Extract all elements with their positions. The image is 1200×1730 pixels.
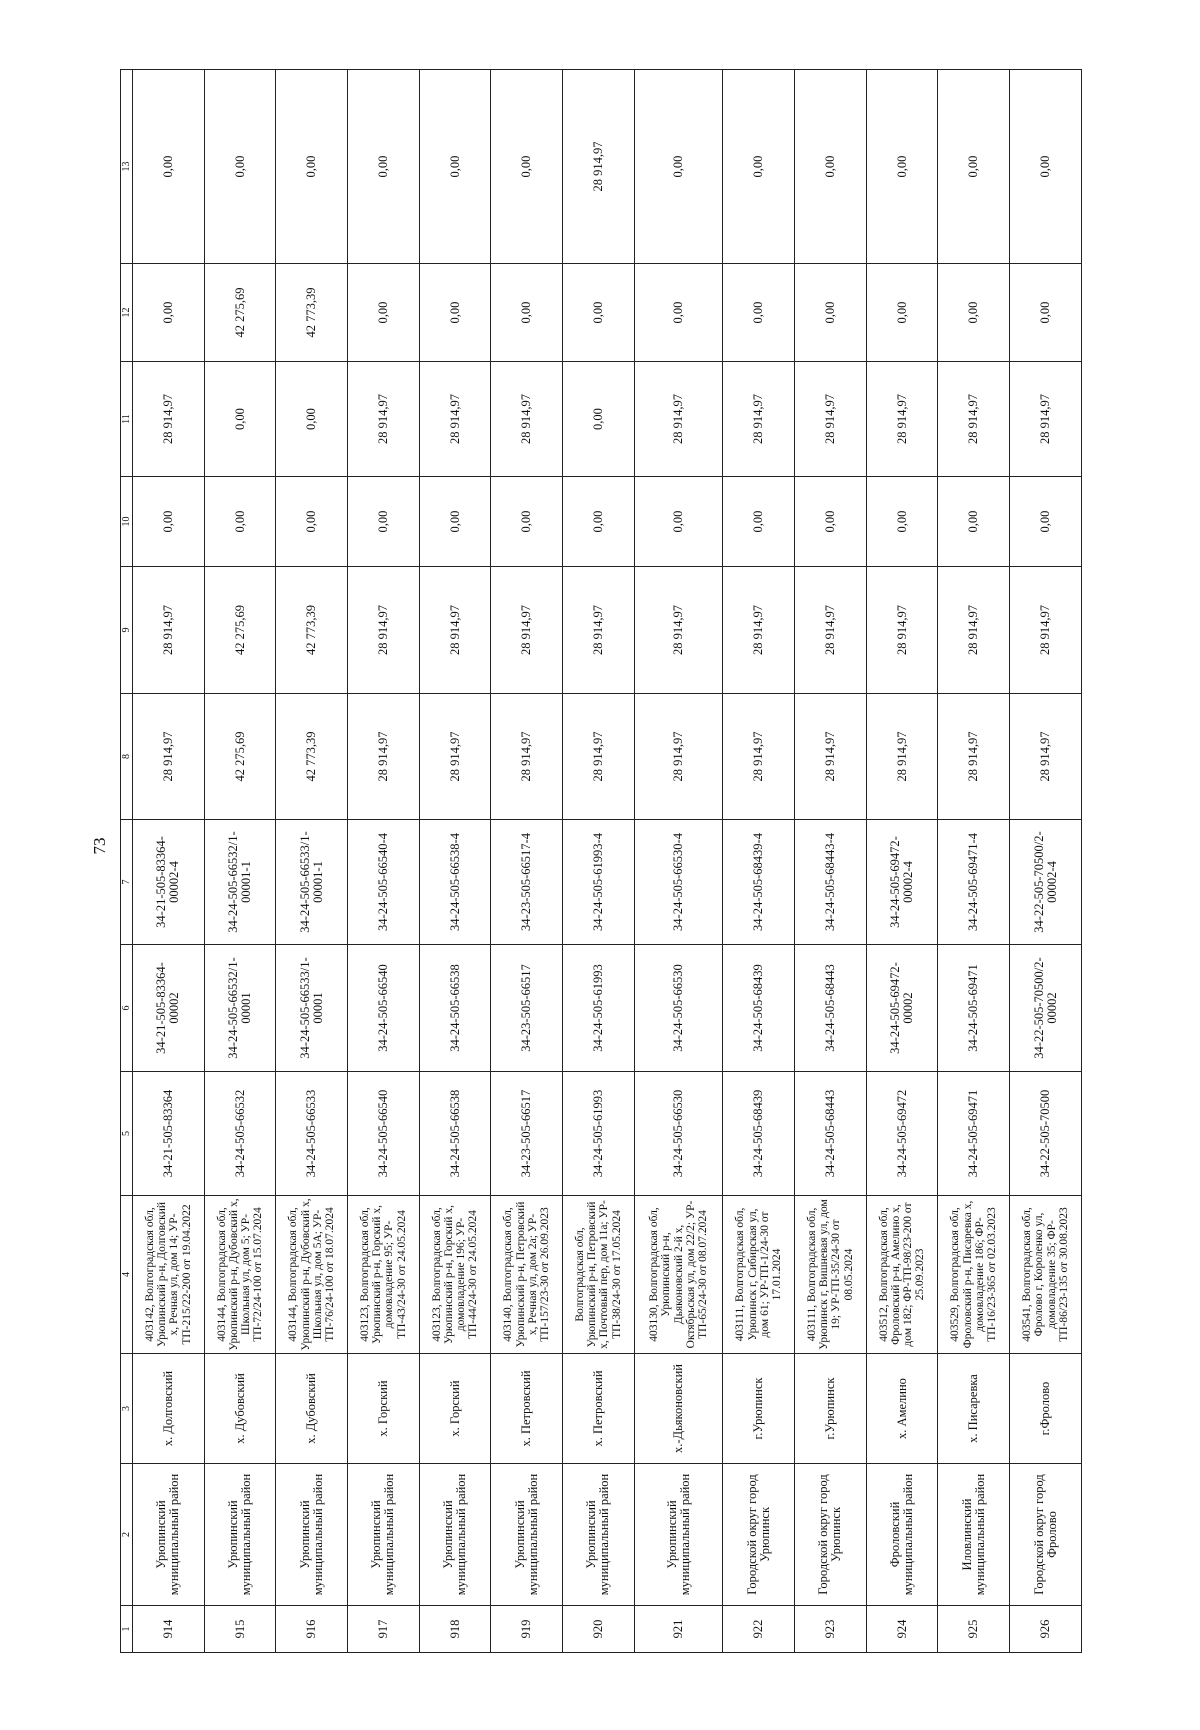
amount-cell: 28 914,97 xyxy=(419,362,491,477)
district-cell: Урюпинский муниципальный район xyxy=(276,1464,348,1606)
code-cell: 34-24-505-68439 xyxy=(723,1072,795,1196)
amount-cell: 0,00 xyxy=(1010,477,1082,567)
column-number-header: 4 xyxy=(121,1196,133,1354)
code-cell: 34-24-505-69472 xyxy=(866,1072,938,1196)
amount-cell: 28 914,97 xyxy=(634,694,723,820)
amount-cell: 28 914,97 xyxy=(563,567,635,694)
amount-cell: 28 914,97 xyxy=(634,567,723,694)
object-code-cell: 34-24-505-66530 xyxy=(634,945,723,1072)
object-code-cell: 34-24-505-66538 xyxy=(419,945,491,1072)
object-code-cell: 34-22-505-70500/2-00002 xyxy=(1010,945,1082,1072)
object-subcode-cell: 34-24-505-69472-00002-4 xyxy=(866,820,938,945)
amount-cell: 28 914,97 xyxy=(723,362,795,477)
settlement-cell: х. Дубовский xyxy=(204,1354,276,1464)
amount-cell: 0,00 xyxy=(204,362,276,477)
object-subcode-cell: 34-24-505-66540-4 xyxy=(348,820,420,945)
object-code-cell: 34-21-505-83364-00002 xyxy=(133,945,205,1072)
address-cell: 403111, Волгоградская обл, Урюпинск г, Сибирская ул, дом 61; УР-ТП-1/24-30 от 17.01.2024 xyxy=(723,1196,795,1354)
object-code-cell: 34-24-505-66532/1-00001 xyxy=(204,945,276,1072)
column-number-header: 13 xyxy=(121,70,133,264)
amount-cell: 28 914,97 xyxy=(866,694,938,820)
amount-cell: 0,00 xyxy=(204,70,276,264)
data-table xyxy=(120,69,1082,1653)
amount-cell: 28 914,97 xyxy=(348,362,420,477)
object-code-cell: 34-24-505-68439 xyxy=(723,945,795,1072)
amount-cell: 0,00 xyxy=(723,477,795,567)
table-row xyxy=(133,70,205,1653)
amount-cell: 0,00 xyxy=(634,70,723,264)
row-number: 917 xyxy=(348,1606,420,1653)
amount-cell: 0,00 xyxy=(348,70,420,264)
object-subcode-cell: 34-24-505-61993-4 xyxy=(563,820,635,945)
row-number: 915 xyxy=(204,1606,276,1653)
table-row xyxy=(723,70,795,1653)
amount-cell: 28 914,97 xyxy=(795,694,867,820)
row-number: 921 xyxy=(634,1606,723,1653)
object-subcode-cell: 34-21-505-83364-00002-4 xyxy=(133,820,205,945)
settlement-cell: х. Петровский xyxy=(491,1354,563,1464)
address-cell: 403529, Волгоградская обл, Фроловский р-н, Писаревка х, домовладение 186; ФР-ТП-16/23-365 от 02.03.2023 xyxy=(938,1196,1010,1354)
district-cell: Урюпинский муниципальный район xyxy=(419,1464,491,1606)
column-number-header: 8 xyxy=(121,694,133,820)
amount-cell: 0,00 xyxy=(133,264,205,362)
amount-cell: 0,00 xyxy=(795,264,867,362)
district-cell: Городской округ город Урюпинск xyxy=(723,1464,795,1606)
amount-cell: 28 914,97 xyxy=(419,567,491,694)
object-code-cell: 34-24-505-66533/1-00001 xyxy=(276,945,348,1072)
settlement-cell: х. Амелино xyxy=(866,1354,938,1464)
amount-cell: 0,00 xyxy=(491,477,563,567)
column-number-header: 6 xyxy=(121,945,133,1072)
amount-cell: 28 914,97 xyxy=(938,567,1010,694)
address-cell: 403144, Волгоградская обл, Урюпинский р-н, Дубовский х, Школьная ул, дом 5; УР-ТП-72/24-100 от 15.07.2024 xyxy=(204,1196,276,1354)
column-number-header: 11 xyxy=(121,362,133,477)
amount-cell: 0,00 xyxy=(491,264,563,362)
amount-cell: 28 914,97 xyxy=(723,694,795,820)
row-number: 926 xyxy=(1010,1606,1082,1653)
address-cell: 403144, Волгоградская обл, Урюпинский р-н, Дубовский х, Школьная ул, дом 5А; УР-ТП-76/24-100 от 18.07.2024 xyxy=(276,1196,348,1354)
amount-cell: 28 914,97 xyxy=(563,694,635,820)
object-subcode-cell: 34-24-505-69471-4 xyxy=(938,820,1010,945)
code-cell: 34-24-505-61993 xyxy=(563,1072,635,1196)
amount-cell: 0,00 xyxy=(276,477,348,567)
amount-cell: 28 914,97 xyxy=(866,362,938,477)
amount-cell: 28 914,97 xyxy=(1010,567,1082,694)
district-cell: Урюпинский муниципальный район xyxy=(204,1464,276,1606)
district-cell: Городской округ город Фролово xyxy=(1010,1464,1082,1606)
amount-cell: 0,00 xyxy=(348,477,420,567)
object-subcode-cell: 34-22-505-70500/2-00002-4 xyxy=(1010,820,1082,945)
amount-cell: 0,00 xyxy=(419,264,491,362)
district-cell: Иловлинский муниципальный район xyxy=(938,1464,1010,1606)
settlement-cell: х. Писаревка xyxy=(938,1354,1010,1464)
amount-cell: 0,00 xyxy=(723,264,795,362)
row-number: 920 xyxy=(563,1606,635,1653)
amount-cell: 28 914,97 xyxy=(866,567,938,694)
district-cell: Фроловский муниципальный район xyxy=(866,1464,938,1606)
amount-cell: 0,00 xyxy=(276,70,348,264)
address-cell: 403123, Волгоградская обл, Урюпинский р-н, Горский х, домовладение 95; УР-ТП-43/24-30 от 24.05.2024 xyxy=(348,1196,420,1354)
row-number: 922 xyxy=(723,1606,795,1653)
address-cell: 403123, Волгоградская обл, Урюпинский р-н, Горский х, домовладение 196; УР-ТП-44/24-30 от 24.05.2024 xyxy=(419,1196,491,1354)
table-row xyxy=(276,70,348,1653)
amount-cell: 28 914,97 xyxy=(348,694,420,820)
settlement-cell: х. Дубовский xyxy=(276,1354,348,1464)
amount-cell: 42 773,39 xyxy=(276,694,348,820)
row-number: 916 xyxy=(276,1606,348,1653)
district-cell: Урюпинский муниципальный район xyxy=(634,1464,723,1606)
amount-cell: 28 914,97 xyxy=(491,567,563,694)
code-cell: 34-24-505-66538 xyxy=(419,1072,491,1196)
amount-cell: 0,00 xyxy=(866,477,938,567)
row-number: 923 xyxy=(795,1606,867,1653)
table-row xyxy=(348,70,420,1653)
object-subcode-cell: 34-24-505-68439-4 xyxy=(723,820,795,945)
address-cell: 403140, Волгоградская обл, Урюпинский р-н, Петровский х, Речная ул, дом 2а; УР-ТП-157/23-30 от 26.09.2023 xyxy=(491,1196,563,1354)
settlement-cell: х. Долговский xyxy=(133,1354,205,1464)
district-cell: Урюпинский муниципальный район xyxy=(491,1464,563,1606)
amount-cell: 0,00 xyxy=(204,477,276,567)
code-cell: 34-24-505-68443 xyxy=(795,1072,867,1196)
amount-cell: 0,00 xyxy=(795,70,867,264)
amount-cell: 28 914,97 xyxy=(723,567,795,694)
amount-cell: 28 914,97 xyxy=(491,694,563,820)
table-row xyxy=(491,70,563,1653)
amount-cell: 42 773,39 xyxy=(276,264,348,362)
amount-cell: 28 914,97 xyxy=(348,567,420,694)
amount-cell: 28 914,97 xyxy=(133,362,205,477)
object-subcode-cell: 34-23-505-66517-4 xyxy=(491,820,563,945)
district-cell: Урюпинский муниципальный район xyxy=(133,1464,205,1606)
amount-cell: 42 275,69 xyxy=(204,264,276,362)
object-subcode-cell: 34-24-505-66538-4 xyxy=(419,820,491,945)
table-row xyxy=(204,70,276,1653)
code-cell: 34-22-505-70500 xyxy=(1010,1072,1082,1196)
row-number: 925 xyxy=(938,1606,1010,1653)
amount-cell: 28 914,97 xyxy=(133,567,205,694)
column-number-header: 2 xyxy=(121,1464,133,1606)
object-code-cell: 34-24-505-68443 xyxy=(795,945,867,1072)
row-number: 914 xyxy=(133,1606,205,1653)
settlement-cell: г.Урюпинск xyxy=(723,1354,795,1464)
settlement-cell: х.-Дьяконовский xyxy=(634,1354,723,1464)
amount-cell: 0,00 xyxy=(563,362,635,477)
row-number: 924 xyxy=(866,1606,938,1653)
table-row xyxy=(938,70,1010,1653)
column-number-header: 12 xyxy=(121,264,133,362)
object-subcode-cell: 34-24-505-68443-4 xyxy=(795,820,867,945)
amount-cell: 0,00 xyxy=(795,477,867,567)
page-number: 73 xyxy=(90,837,109,855)
table-row xyxy=(866,70,938,1653)
object-subcode-cell: 34-24-505-66530-4 xyxy=(634,820,723,945)
address-cell: 403142, Волгоградская обл, Урюпинский р-н, Долговский х, Речная ул, дом 14; УР-ТП-215/22-200 от 19.04.2022 xyxy=(133,1196,205,1354)
code-cell: 34-24-505-66533 xyxy=(276,1072,348,1196)
amount-cell: 28 914,97 xyxy=(133,694,205,820)
amount-cell: 0,00 xyxy=(563,264,635,362)
row-number: 919 xyxy=(491,1606,563,1653)
table-row xyxy=(634,70,723,1653)
object-code-cell: 34-24-505-66540 xyxy=(348,945,420,1072)
amount-cell: 0,00 xyxy=(419,477,491,567)
table-row xyxy=(795,70,867,1653)
table-row xyxy=(563,70,635,1653)
district-cell: Городской округ город Урюпинск xyxy=(795,1464,867,1606)
address-cell: 403111, Волгоградская обл, Урюпинск г, Вишневая ул, дом 19; УР-ТП-35/24-30 от 08.05.2024 xyxy=(795,1196,867,1354)
table-body xyxy=(133,70,1082,1653)
address-cell: 403512, Волгоградская обл, Фроловский р-н, Амелино х, дом 182; ФР-ТП-98/23-200 от 25.09.2023 xyxy=(866,1196,938,1354)
column-number-header: 3 xyxy=(121,1354,133,1464)
amount-cell: 42 773,39 xyxy=(276,567,348,694)
column-number-header: 10 xyxy=(121,477,133,567)
amount-cell: 28 914,97 xyxy=(1010,362,1082,477)
table-row xyxy=(1010,70,1082,1653)
amount-cell: 42 275,69 xyxy=(204,694,276,820)
column-number-header: 5 xyxy=(121,1072,133,1196)
code-cell: 34-23-505-66517 xyxy=(491,1072,563,1196)
amount-cell: 28 914,97 xyxy=(938,362,1010,477)
object-code-cell: 34-24-505-61993 xyxy=(563,945,635,1072)
code-cell: 34-24-505-66532 xyxy=(204,1072,276,1196)
amount-cell: 0,00 xyxy=(634,264,723,362)
rotated-table-container xyxy=(120,70,1082,1653)
amount-cell: 0,00 xyxy=(1010,70,1082,264)
code-cell: 34-24-505-66530 xyxy=(634,1072,723,1196)
code-cell: 34-24-505-66540 xyxy=(348,1072,420,1196)
amount-cell: 28 914,97 xyxy=(1010,694,1082,820)
amount-cell: 42 275,69 xyxy=(204,567,276,694)
amount-cell: 0,00 xyxy=(348,264,420,362)
code-cell: 34-24-505-69471 xyxy=(938,1072,1010,1196)
object-code-cell: 34-24-505-69472-00002 xyxy=(866,945,938,1072)
amount-cell: 0,00 xyxy=(866,264,938,362)
settlement-cell: х. Горский xyxy=(419,1354,491,1464)
settlement-cell: х. Горский xyxy=(348,1354,420,1464)
address-cell: 403541, Волгоградская обл, Фролово г, Короленко ул, домовладение 35; ФР-ТП-86/23-135 от 30.08.2023 xyxy=(1010,1196,1082,1354)
address-cell: 403130, Волгоградская обл, Урюпинский р-н, Дьяконовский 2-й х, Октябрьская ул, дом 22/2; УР-ТП-65/24-30 от 08.07.2024 xyxy=(634,1196,723,1354)
settlement-cell: х. Петровский xyxy=(563,1354,635,1464)
amount-cell: 0,00 xyxy=(938,477,1010,567)
object-code-cell: 34-24-505-69471 xyxy=(938,945,1010,1072)
column-number-header: 7 xyxy=(121,820,133,945)
settlement-cell: г.Урюпинск xyxy=(795,1354,867,1464)
amount-cell: 0,00 xyxy=(938,264,1010,362)
object-subcode-cell: 34-24-505-66532/1-00001-1 xyxy=(204,820,276,945)
address-cell: Волгоградская обл, Урюпинский р-н, Петровский х, Почтовый пер, дом 11а; УР-ТП-38/24-30 от 17.05.2024 xyxy=(563,1196,635,1354)
amount-cell: 0,00 xyxy=(1010,264,1082,362)
amount-cell: 0,00 xyxy=(866,70,938,264)
district-cell: Урюпинский муниципальный район xyxy=(563,1464,635,1606)
amount-cell: 0,00 xyxy=(723,70,795,264)
column-number-row xyxy=(121,70,133,1653)
district-cell: Урюпинский муниципальный район xyxy=(348,1464,420,1606)
column-number-header: 9 xyxy=(121,567,133,694)
amount-cell: 28 914,97 xyxy=(795,567,867,694)
amount-cell: 28 914,97 xyxy=(938,694,1010,820)
amount-cell: 0,00 xyxy=(276,362,348,477)
amount-cell: 0,00 xyxy=(938,70,1010,264)
amount-cell: 28 914,97 xyxy=(419,694,491,820)
amount-cell: 28 914,97 xyxy=(491,362,563,477)
row-number: 918 xyxy=(419,1606,491,1653)
settlement-cell: г.Фролово xyxy=(1010,1354,1082,1464)
amount-cell: 0,00 xyxy=(491,70,563,264)
object-code-cell: 34-23-505-66517 xyxy=(491,945,563,1072)
amount-cell: 0,00 xyxy=(133,477,205,567)
table-row xyxy=(419,70,491,1653)
amount-cell: 0,00 xyxy=(419,70,491,264)
code-cell: 34-21-505-83364 xyxy=(133,1072,205,1196)
amount-cell: 0,00 xyxy=(133,70,205,264)
amount-cell: 28 914,97 xyxy=(795,362,867,477)
amount-cell: 28 914,97 xyxy=(563,70,635,264)
column-number-header: 1 xyxy=(121,1606,133,1653)
object-subcode-cell: 34-24-505-66533/1-00001-1 xyxy=(276,820,348,945)
amount-cell: 28 914,97 xyxy=(634,362,723,477)
amount-cell: 0,00 xyxy=(634,477,723,567)
amount-cell: 0,00 xyxy=(563,477,635,567)
